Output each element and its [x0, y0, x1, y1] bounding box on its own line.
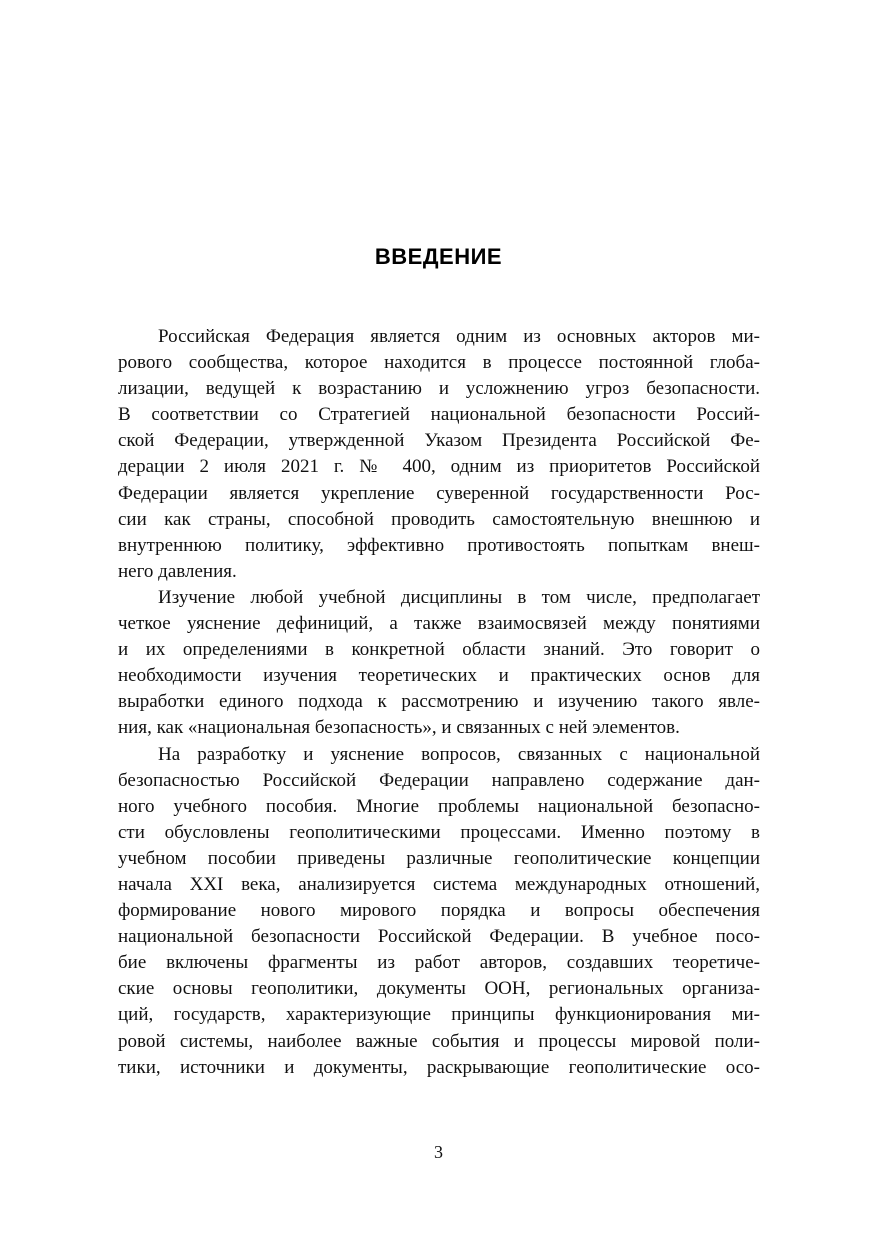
- text-line: начала XXI века, анализируется система международных отношений,: [118, 873, 760, 895]
- page-title: ВВЕДЕНИЕ: [374, 244, 503, 269]
- text-line: формирование нового мирового порядка и вопросы обеспечения: [118, 900, 760, 922]
- text-line: ские основы геополитики, документы ООН, региональных организа-: [118, 978, 760, 1000]
- text-line: внутреннюю политику, эффективно противостоять попыткам внеш-: [118, 534, 760, 556]
- text-line: него давления.: [118, 560, 237, 582]
- text-line: ного учебного пособия. Многие проблемы национальной безопасно-: [118, 795, 760, 817]
- body-text: [118, 324, 760, 1081]
- paragraph: [118, 585, 760, 742]
- text-line: безопасностью Российской Федерации направлено содержание дан-: [118, 769, 760, 791]
- text-line: ской Федерации, утвержденной Указом Президента Российской Фе-: [118, 430, 760, 452]
- paragraph: [118, 324, 760, 585]
- text-line: тики, источники и документы, раскрывающие геополитические осо-: [118, 1056, 760, 1078]
- paragraph: [118, 742, 760, 1081]
- text-line: ровой системы, наиболее важные события и процессы мировой поли-: [118, 1030, 760, 1052]
- text-line: Российская Федерация является одним из основных акторов ми-: [158, 326, 760, 347]
- text-line: сти обусловлены геополитическими процессами. Именно поэтому в: [118, 821, 760, 843]
- text-line: Изучение любой учебной дисциплины в том числе, предполагает: [158, 586, 760, 608]
- text-line: В соответствии со Стратегией национальной безопасности Россий-: [118, 404, 760, 426]
- text-line: четкое уяснение дефиниций, а также взаимосвязей между понятиями: [118, 613, 760, 635]
- text-line: ния, как «национальная безопасность», и связанных с ней элементов.: [118, 717, 680, 739]
- text-line: учебном пособии приведены различные геополитические концепции: [118, 847, 760, 869]
- text-line: лизации, ведущей к возрастанию и усложнению угроз безопасности.: [118, 378, 760, 400]
- text-line: сии как страны, способной проводить самостоятельную внешнюю и: [118, 508, 760, 530]
- text-line: рового сообщества, которое находится в процессе постоянной глоба-: [118, 352, 760, 374]
- text-line: бие включены фрагменты из работ авторов, создавших теоретиче-: [118, 952, 760, 974]
- text-line: дерации 2 июля 2021 г. № 400, одним из приоритетов Российской: [118, 456, 760, 478]
- text-line: Федерации является укрепление суверенной государственности Рос-: [118, 482, 760, 504]
- text-line: На разработку и уяснение вопросов, связанных с национальной: [158, 743, 760, 765]
- text-line: выработки единого подхода к рассмотрению и изучению такого явле-: [118, 691, 760, 713]
- text-line: национальной безопасности Российской Федерации. В учебное посо-: [118, 926, 760, 948]
- text-line: необходимости изучения теоретических и практических основ для: [118, 665, 760, 687]
- text-line: ций, государств, характеризующие принципы функционирования ми-: [118, 1004, 760, 1026]
- page-number: 3: [434, 1142, 443, 1162]
- text-line: и их определениями в конкретной области знаний. Это говорит о: [118, 639, 760, 661]
